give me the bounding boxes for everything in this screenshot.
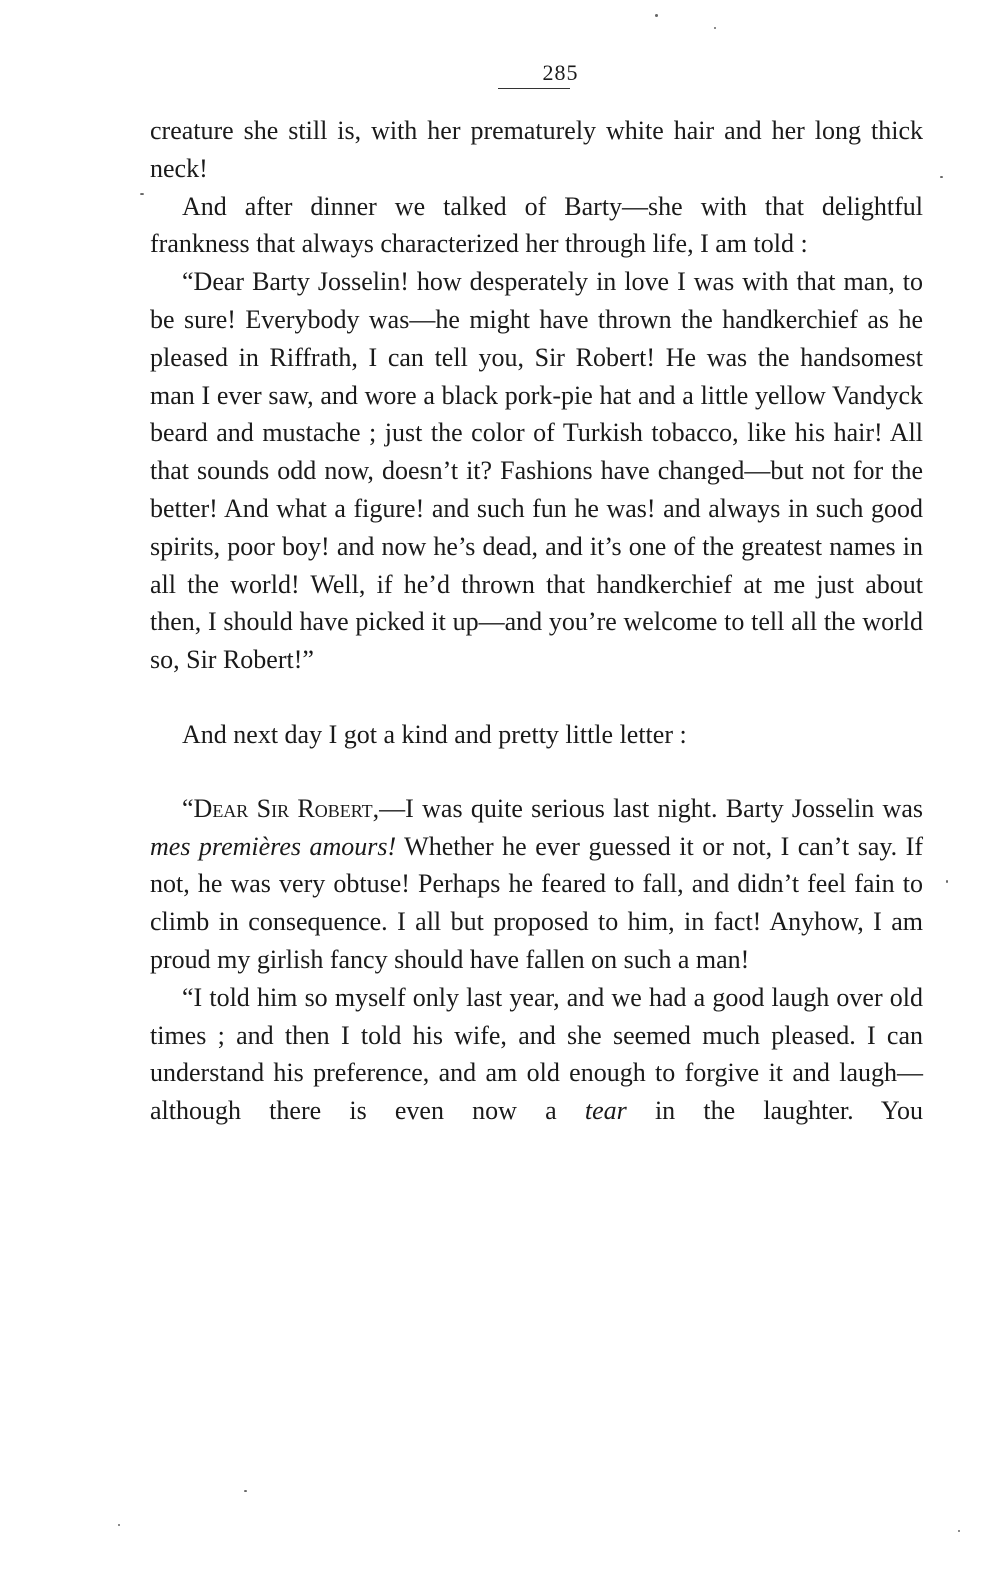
page-number: 285: [542, 60, 579, 85]
letter-text: —I was quite serious last night. Barty Josselin was: [379, 793, 923, 823]
scan-speck: [244, 1490, 247, 1492]
paragraph-letter-continued: [150, 979, 923, 1130]
page-body: [150, 112, 923, 1130]
scan-speck: [714, 27, 716, 29]
letter-italic-phrase: mes premières amours!: [150, 831, 397, 861]
page-number-rule: [498, 88, 570, 89]
paragraph-letter-opening: [150, 790, 923, 979]
scan-speck: [940, 176, 943, 178]
paragraph-after-dinner: And after dinner we talked of Barty—she with that delightful frankness that always characterized her through life, I am told :: [150, 191, 923, 259]
scan-speck: [655, 14, 658, 17]
letter-italic-word: tear: [584, 1096, 627, 1126]
scan-speck: [118, 1524, 120, 1526]
scan-speck: [958, 1530, 960, 1532]
paragraph-continuation: creature she still is, with her prematurely white hair and her long thick neck!: [150, 116, 923, 183]
scan-speck: [946, 880, 948, 883]
letter-text-continued: Whether he ever guessed it or not, I can’t say. If not, he was very obtuse! Perhaps he feared to fall, and didn’t feel fain to climb in consequence. I all but proposed to him, in fact! Anyhow, I am proud my girlish fancy should have fallen on such a man!: [150, 831, 923, 974]
scan-speck: [140, 193, 144, 195]
letter-text-continued: in the laughter. You: [626, 1096, 924, 1126]
paragraph-quote-barty: “Dear Barty Josselin! how desperately in love I was with that man, to be sure! Everybody was—he might have thrown the handkerchief as he pleased in Riffrath, I can tell you, Sir Robert! He was the handsomest man I ever saw, and wore a black pork-pie hat and a little yellow Vandyck beard and mustache ; just the color of Turkish tobacco, like his hair! All that sounds odd now, doesn’t it? Fashions have changed—but not for the better! And what a figure! and such fun he was! and always in such good spirits, poor boy! and now he’s dead, and it’s one of the greatest names in all the world! Well, if he’d thrown that handkerchief at me just about then, I should have picked it up—and you’re welcome to tell all the world so, Sir Robert!”: [150, 267, 923, 675]
letter-salutation: “Dear Sir Robert,: [182, 793, 380, 823]
paragraph-next-day: And next day I got a kind and pretty little letter :: [182, 719, 687, 749]
letter-text: “I told him so myself only last year, and we had a good laugh over old times ; and then I told his wife, and she seemed much pleased. I can understand his preference, and am old enough to forgive it and laugh—although there is even now a: [150, 982, 923, 1126]
book-page: [150, 60, 923, 1130]
